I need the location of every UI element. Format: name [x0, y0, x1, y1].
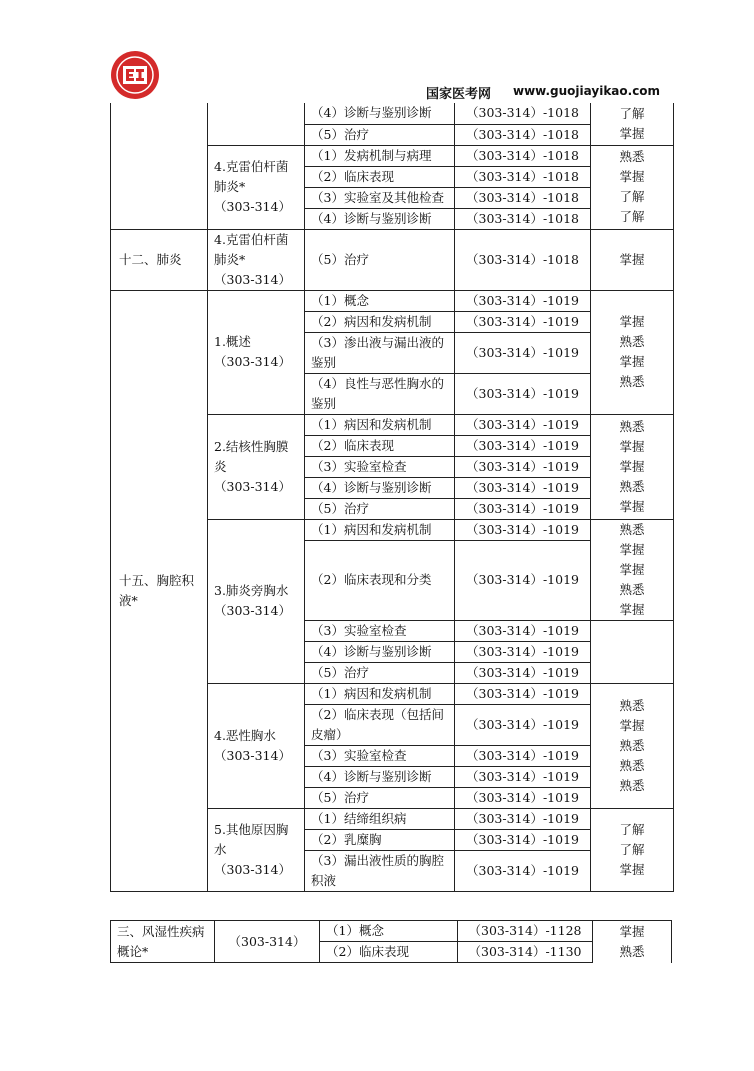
- code-cell: （303-314）-1019: [455, 745, 591, 766]
- item-cell: （3）漏出液性质的胸腔积液: [305, 850, 455, 891]
- level-cell: 了解 掌握: [591, 103, 674, 145]
- level-cell: 掌握 熟悉 掌握 熟悉: [591, 290, 674, 414]
- topic-cell: 3.肺炎旁胸水 （303-314）: [208, 519, 305, 683]
- item-cell: （1）病因和发病机制: [305, 519, 455, 540]
- table-row: [111, 103, 674, 124]
- code-cell: （303-314）-1018: [455, 145, 591, 166]
- level-cell: 熟悉 掌握 熟悉 熟悉 熟悉: [591, 683, 674, 808]
- topic-cell: 2.结核性胸膜炎 （303-314）: [208, 414, 305, 519]
- section-cell: 十二、肺炎: [111, 229, 208, 290]
- site-name: 国家医考网: [426, 87, 492, 102]
- level-cell: 熟悉 掌握 掌握 熟悉 掌握: [591, 519, 674, 620]
- item-cell: （2）临床表现: [305, 166, 455, 187]
- item-cell: （4）诊断与鉴别诊断: [305, 103, 455, 124]
- table-row: [111, 921, 672, 942]
- item-cell: （5）治疗: [305, 229, 455, 290]
- code-cell: （303-314）-1019: [455, 456, 591, 477]
- section-cell-empty: [111, 103, 208, 229]
- item-cell: （3）实验室检查: [305, 620, 455, 641]
- item-cell: （1）结缔组织病: [305, 808, 455, 829]
- code-cell: （303-314）-1019: [455, 808, 591, 829]
- item-cell: （1）概念: [320, 921, 458, 942]
- item-cell: （2）病因和发病机制: [305, 311, 455, 332]
- item-cell: （3）实验室检查: [305, 456, 455, 477]
- topic-cell: 4.恶性胸水 （303-314）: [208, 683, 305, 808]
- section-cell: 三、风湿性疾病概论*: [111, 921, 215, 963]
- level-cell: 熟悉 掌握 了解 了解: [591, 145, 674, 229]
- item-cell: （1）概念: [305, 290, 455, 311]
- item-cell: （5）治疗: [305, 124, 455, 145]
- code-cell: （303-314）-1018: [455, 229, 591, 290]
- level-cell: 掌握: [591, 229, 674, 290]
- code-cell: （303-314）-1019: [455, 766, 591, 787]
- code-cell: （303-314）-1019: [455, 290, 591, 311]
- logo-emblem-icon: [110, 50, 160, 100]
- item-cell: （1）病因和发病机制: [305, 683, 455, 704]
- item-cell: （2）临床表现: [305, 435, 455, 456]
- rheumatology-table: [110, 920, 672, 963]
- code-cell: （303-314）-1019: [455, 540, 591, 620]
- level-cell: 了解 了解 掌握: [591, 808, 674, 891]
- code-cell: （303-314）-1019: [455, 662, 591, 683]
- level-cell: 熟悉 掌握 掌握 熟悉 掌握: [591, 414, 674, 519]
- code-cell: （303-314）-1019: [455, 850, 591, 891]
- code-cell: （303-314）-1019: [455, 519, 591, 540]
- site-url[interactable]: www.guojiayikao.com: [513, 84, 661, 98]
- code-cell: （303-314）-1019: [455, 704, 591, 745]
- code-cell: （303-314）-1018: [455, 166, 591, 187]
- code-cell: （303-314）-1019: [455, 787, 591, 808]
- item-cell: （1）病因和发病机制: [305, 414, 455, 435]
- item-cell: （4）诊断与鉴别诊断: [305, 641, 455, 662]
- code-cell: （303-314）-1019: [455, 829, 591, 850]
- code-cell: （303-314）-1019: [455, 332, 591, 373]
- code-cell: （303-314）-1018: [455, 187, 591, 208]
- topic-cell: 5.其他原因胸水 （303-314）: [208, 808, 305, 891]
- code-cell: （303-314）-1018: [455, 103, 591, 124]
- code-cell: （303-314）-1128: [458, 921, 593, 942]
- item-cell: （4）诊断与鉴别诊断: [305, 208, 455, 229]
- item-cell: （3）渗出液与漏出液的鉴别: [305, 332, 455, 373]
- code-cell: （303-314）-1018: [455, 124, 591, 145]
- item-cell: （4）诊断与鉴别诊断: [305, 477, 455, 498]
- item-cell: （5）治疗: [305, 662, 455, 683]
- item-cell: （3）实验室及其他检查: [305, 187, 455, 208]
- topic-cell-empty: [208, 103, 305, 145]
- item-cell: （2）临床表现和分类: [305, 540, 455, 620]
- code-cell: （303-314）-1019: [455, 641, 591, 662]
- section-cell: 十五、胸腔积液*: [111, 290, 208, 891]
- table-row: [111, 290, 674, 311]
- code-cell: （303-314）-1018: [455, 208, 591, 229]
- code-cell: （303-314）-1019: [455, 498, 591, 519]
- code-cell: （303-314）-1019: [455, 435, 591, 456]
- item-cell: （2）临床表现: [320, 942, 458, 963]
- topic-cell: 4.克雷伯杆菌肺炎* （303-314）: [208, 229, 305, 290]
- topic-cell: 4.克雷伯杆菌肺炎* （303-314）: [208, 145, 305, 229]
- logo: [110, 50, 160, 100]
- topic-cell: （303-314）: [215, 921, 320, 963]
- syllabus-table: [110, 103, 674, 892]
- topic-cell: 1.概述 （303-314）: [208, 290, 305, 414]
- item-cell: （4）良性与恶性胸水的鉴别: [305, 373, 455, 414]
- item-cell: （5）治疗: [305, 787, 455, 808]
- code-cell: （303-314）-1019: [455, 414, 591, 435]
- item-cell: （5）治疗: [305, 498, 455, 519]
- code-cell: （303-314）-1019: [455, 373, 591, 414]
- level-cell: 掌握 熟悉: [593, 921, 672, 963]
- item-cell: （1）发病机制与病理: [305, 145, 455, 166]
- item-cell: （3）实验室检查: [305, 745, 455, 766]
- item-cell: （4）诊断与鉴别诊断: [305, 766, 455, 787]
- level-cell-empty: [591, 620, 674, 683]
- table-row: [111, 229, 674, 290]
- code-cell: （303-314）-1019: [455, 311, 591, 332]
- item-cell: （2）临床表现（包括间皮瘤）: [305, 704, 455, 745]
- code-cell: （303-314）-1019: [455, 683, 591, 704]
- code-cell: （303-314）-1019: [455, 620, 591, 641]
- code-cell: （303-314）-1130: [458, 942, 593, 963]
- item-cell: （2）乳糜胸: [305, 829, 455, 850]
- code-cell: （303-314）-1019: [455, 477, 591, 498]
